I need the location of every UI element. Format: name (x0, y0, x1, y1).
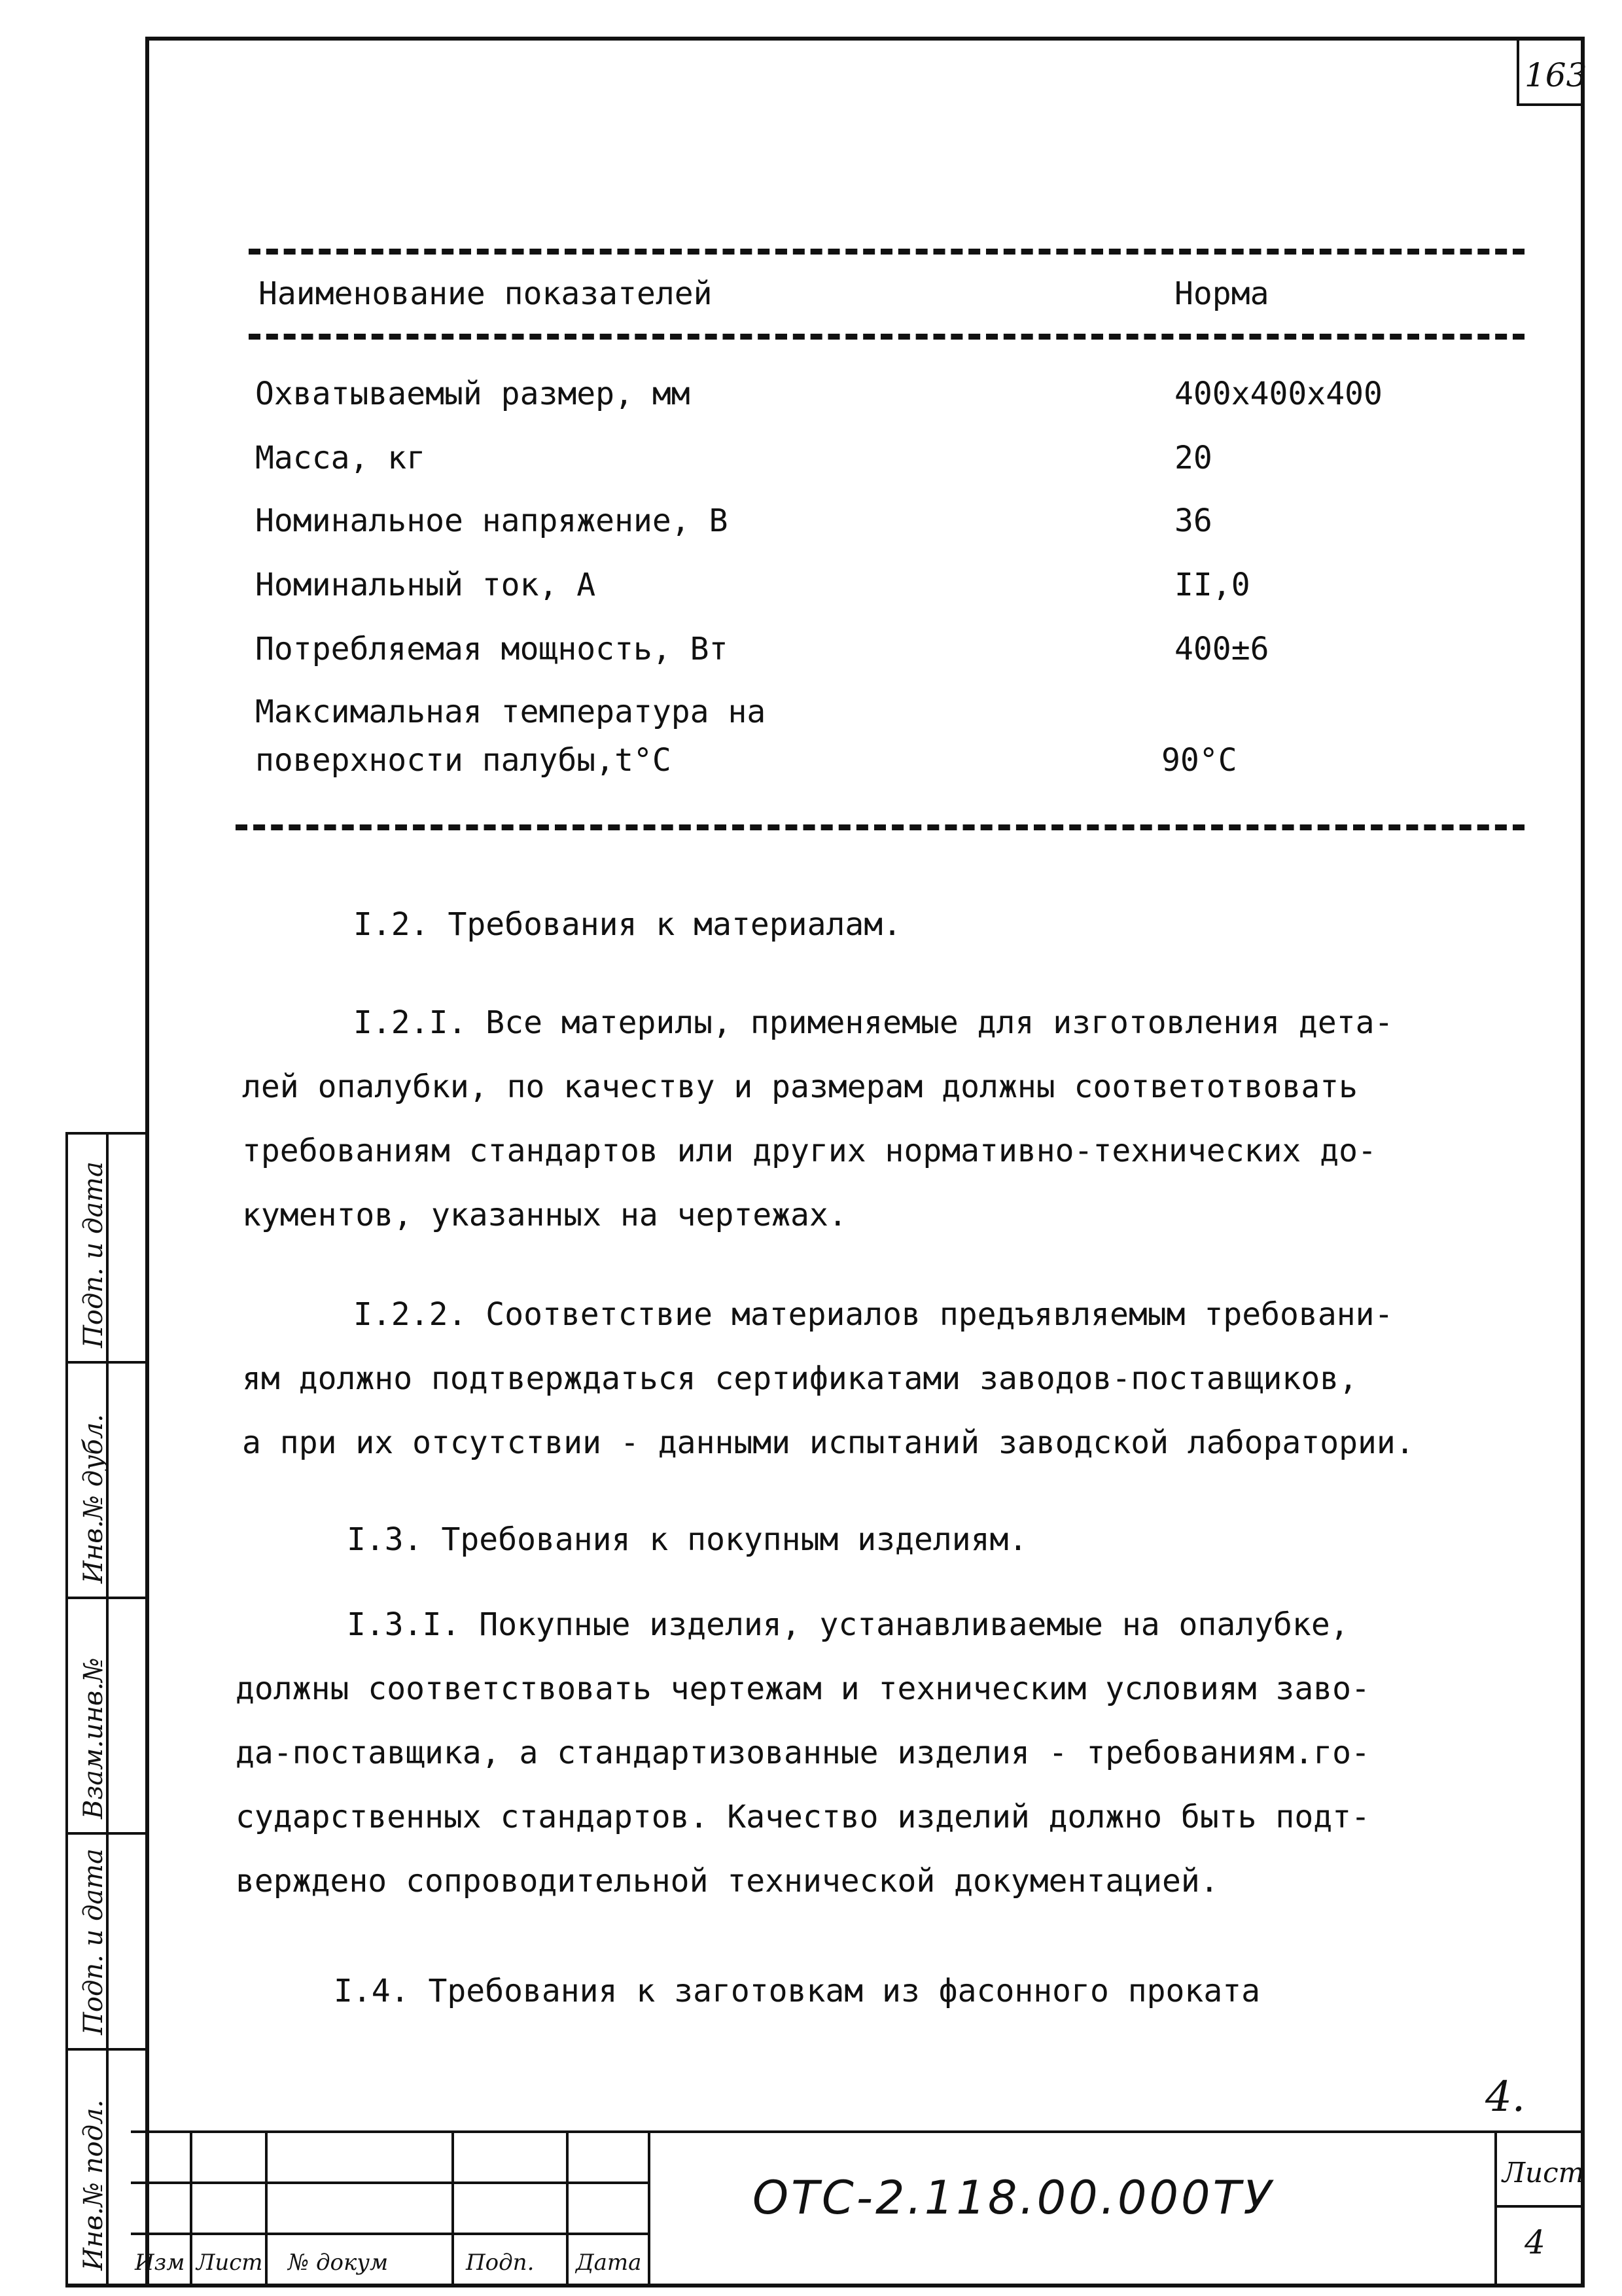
section-heading: I.3. Требования к покупным изделиям. (347, 1521, 1028, 1558)
paragraph-line: кументов, указанных на чертежах. (242, 1197, 847, 1233)
paragraph-line: требованиям стандартов или других нормативно-технических до- (242, 1133, 1377, 1169)
table-header-rule (249, 334, 1525, 340)
title-block-col-label: Подп. (466, 2250, 535, 2276)
side-stamp-label: Инв.№ подл. (79, 2099, 109, 2270)
page-number: 163 (1525, 56, 1587, 94)
paragraph-line: ям должно подтверждаться сертификатами заводов-поставщиков, (242, 1360, 1358, 1397)
table-row-value: II,0 (1174, 567, 1250, 603)
table-row-name: Охватываемый размер, мм (255, 376, 690, 412)
frame-right-border (1581, 37, 1585, 2287)
corner-number: 4. (1485, 2073, 1526, 2121)
title-block-row-rule (131, 2233, 648, 2235)
paragraph-line: да-поставщика, а стандартизованные изделия - требованиям.го- (236, 1735, 1370, 1771)
table-row-name: Потребляемая мощность, Вт (255, 631, 728, 667)
paragraph-line: а при их отсутствии - данными испытаний заводской лаборатории. (242, 1424, 1415, 1461)
table-row-value: 400±6 (1174, 631, 1269, 667)
frame-top-border (145, 37, 1585, 41)
title-block-col-rule (648, 2130, 650, 2287)
paragraph-line: I.2.I. Все материлы, применяемые для изготовления дета- (353, 1004, 1394, 1041)
title-block-col-label: Лист (196, 2250, 263, 2276)
table-bottom-rule (236, 824, 1525, 830)
side-stamp-rule (65, 1597, 145, 1599)
title-block-col-rule (190, 2130, 192, 2287)
table-row-name: Номинальный ток, А (255, 567, 596, 603)
side-stamp-label: Подп. и дата (79, 1161, 109, 1348)
table-row-value: 400х400х400 (1174, 376, 1383, 412)
frame-bottom-border (65, 2284, 1585, 2287)
title-block-col-label: Дата (576, 2250, 642, 2276)
side-stamp-rule (65, 2048, 145, 2051)
sheet-label: Лист (1502, 2157, 1585, 2189)
section-heading: I.4. Требования к заготовкам из фасонного проката (334, 1973, 1261, 2009)
table-row-value: 90°C (1161, 742, 1237, 779)
title-block-col-rule (566, 2130, 569, 2287)
table-row-name: Масса, кг (255, 440, 426, 476)
title-block-col-rule (265, 2130, 268, 2287)
side-stamp-label: Инв.№ дубл. (79, 1414, 109, 1583)
table-row-name: Номинальное напряжение, В (255, 503, 728, 539)
table-row-value: 20 (1174, 440, 1212, 476)
section-heading: I.2. Требования к материалам. (353, 906, 902, 943)
title-block-sheet-rule (1494, 2205, 1581, 2208)
table-row-value: 36 (1174, 503, 1212, 539)
frame-left-border (145, 37, 149, 2287)
table-row-name-line2: поверхности палубы,t°C (255, 742, 671, 779)
title-block-top-rule (131, 2130, 1581, 2133)
paragraph-line: должны соответствовать чертежам и техническим условиям заво- (236, 1670, 1370, 1707)
paragraph-line: I.3.I. Покупные изделия, устанавливаемые на опалубке, (347, 1606, 1349, 1643)
paragraph-line: сударственных стандартов. Качество изделий должно быть подт- (236, 1799, 1370, 1835)
title-block-col-rule (451, 2130, 454, 2287)
table-header-norm: Норма (1174, 275, 1269, 312)
side-stamp-rule (65, 1832, 145, 1835)
document-designation: ОТС-2.118.00.000ТУ (752, 2171, 1274, 2225)
paragraph-line: лей опалубки, по качеству и размерам должны соответотвовать (242, 1069, 1358, 1105)
table-row-name-line1: Максимальная температура на (255, 694, 766, 730)
side-stamp-label: Подп. и дата (79, 1848, 109, 2035)
title-block-col-label: № докум (288, 2250, 389, 2276)
paragraph-line: верждено сопроводительной технической документацией. (236, 1863, 1219, 1899)
title-block-row-rule (131, 2181, 648, 2184)
side-stamp-label: Взам.инв.№ (79, 1657, 109, 1819)
sheet-number: 4 (1525, 2223, 1545, 2261)
side-stamp-rule (65, 1361, 145, 1364)
title-block-col-rule (1494, 2130, 1497, 2287)
table-header-name: Наименование показателей (258, 275, 713, 312)
table-top-rule (249, 249, 1525, 255)
paragraph-line: I.2.2. Соответствие материалов предъявляемым требовани- (353, 1296, 1394, 1333)
title-block-col-label: Изм (135, 2250, 185, 2276)
